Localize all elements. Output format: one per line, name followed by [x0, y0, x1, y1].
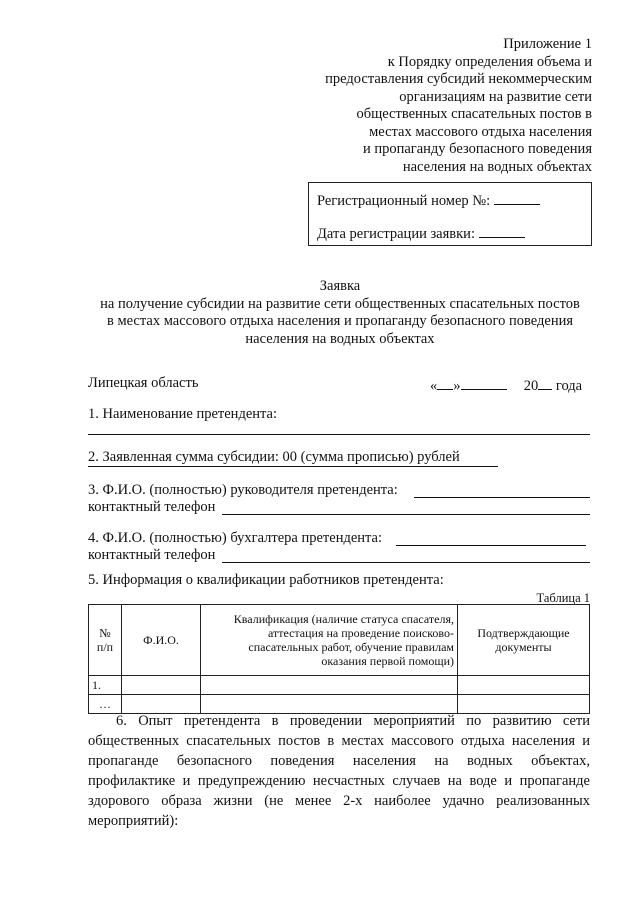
date-open-quote: « — [430, 378, 438, 394]
registration-date-label: Дата регистрации заявки: — [317, 226, 475, 242]
appendix-line: к Порядку определения объема и — [387, 53, 592, 70]
section-1-field[interactable] — [88, 434, 590, 435]
section-3-director-field[interactable] — [414, 497, 590, 498]
section-5-label: 5. Информация о квалификации работников претендента: — [88, 572, 444, 588]
application-heading: Заявка — [319, 278, 361, 294]
appendix-header — [292, 36, 592, 176]
section-3-label: 3. Ф.И.О. (полностью) руководителя претендента: — [88, 482, 398, 498]
table-cell-fio[interactable] — [122, 676, 201, 695]
registration-number-label: Регистрационный номер №: — [317, 193, 491, 209]
application-subtitle-line: на получение субсидии на развитие сети общественных спасательных постов — [100, 295, 580, 312]
column-header-fio: Ф.И.О. — [122, 605, 201, 676]
column-header-number-line: п/п — [96, 640, 114, 654]
registration-date-row — [317, 223, 525, 243]
section-6-paragraph — [88, 711, 590, 831]
table-caption: Таблица 1 — [536, 591, 590, 605]
year-field[interactable] — [538, 375, 552, 390]
date-close-quote: » — [453, 378, 461, 394]
appendix-line: местах массового отдыха населения — [369, 123, 592, 140]
year-prefix: 20 — [523, 378, 539, 394]
column-header-number-line: № — [99, 626, 111, 640]
section-4-label: 4. Ф.И.О. (полностью) бухгалтера претендента: — [88, 530, 383, 546]
application-subtitle-line: населения на водных объектах — [245, 330, 435, 347]
section-4-phone-label: контактный телефон — [88, 547, 216, 563]
appendix-line: и пропаганду безопасного поведения — [362, 141, 592, 157]
month-field[interactable] — [461, 375, 507, 390]
appendix-line: общественных спасательных постов в — [356, 106, 592, 122]
registration-number-field[interactable] — [494, 190, 540, 205]
column-header-number — [89, 605, 122, 676]
application-date — [430, 375, 582, 395]
section-1-label: 1. Наименование претендента: — [88, 406, 277, 422]
section-2-label: 2. Заявленная сумма субсидии: 00 (сумма прописью) рублей — [88, 449, 460, 465]
table-row — [89, 676, 590, 695]
section-3-phone-field[interactable] — [222, 514, 590, 515]
appendix-line: организациям на развитие сети — [399, 88, 592, 105]
appendix-line: населения на водных объектах — [402, 158, 592, 175]
appendix-line: предоставления субсидий некоммерческим — [325, 71, 592, 87]
table-cell-number: 1. — [89, 676, 122, 695]
year-suffix: года — [555, 378, 583, 394]
section-4-phone-field[interactable] — [222, 562, 590, 563]
registration-box — [308, 182, 592, 246]
section-6-text: 6. Опыт претендента в проведении мероприятий по развитию сети общественных спасательных постов в местах массового отдыха населения и пропаганде безопасного поведения населения на водных объектах, профилактике и предупреждению несчастных случаев на воде и пропаганде здорового образа жизни (не менее 2-х наиболее удачно реализованных мероприятий): — [88, 713, 590, 829]
region-name: Липецкая область — [88, 375, 199, 391]
registration-date-field[interactable] — [479, 223, 525, 238]
table-cell-qualification[interactable] — [201, 676, 458, 695]
appendix-line: Приложение 1 — [503, 36, 592, 52]
table-header-row — [89, 605, 590, 676]
application-title — [80, 278, 600, 348]
table-cell-number: … — [89, 695, 122, 714]
column-header-documents: Подтверждающие документы — [458, 605, 590, 676]
registration-number-row — [317, 190, 540, 210]
day-field[interactable] — [437, 375, 453, 390]
section-3-phone-label: контактный телефон — [88, 499, 216, 515]
application-subtitle-line: в местах массового отдыха населения и пропаганду безопасного поведения — [106, 313, 574, 329]
section-4-accountant-field[interactable] — [396, 545, 586, 546]
table-cell-documents[interactable] — [458, 676, 590, 695]
qualification-table — [88, 604, 590, 714]
section-2-underline — [88, 466, 498, 467]
column-header-qualification: Квалификация (наличие статуса спасателя, аттестация на проведение поисково-спасательных работ, обучение правилам оказания первой помощи) — [201, 605, 458, 676]
